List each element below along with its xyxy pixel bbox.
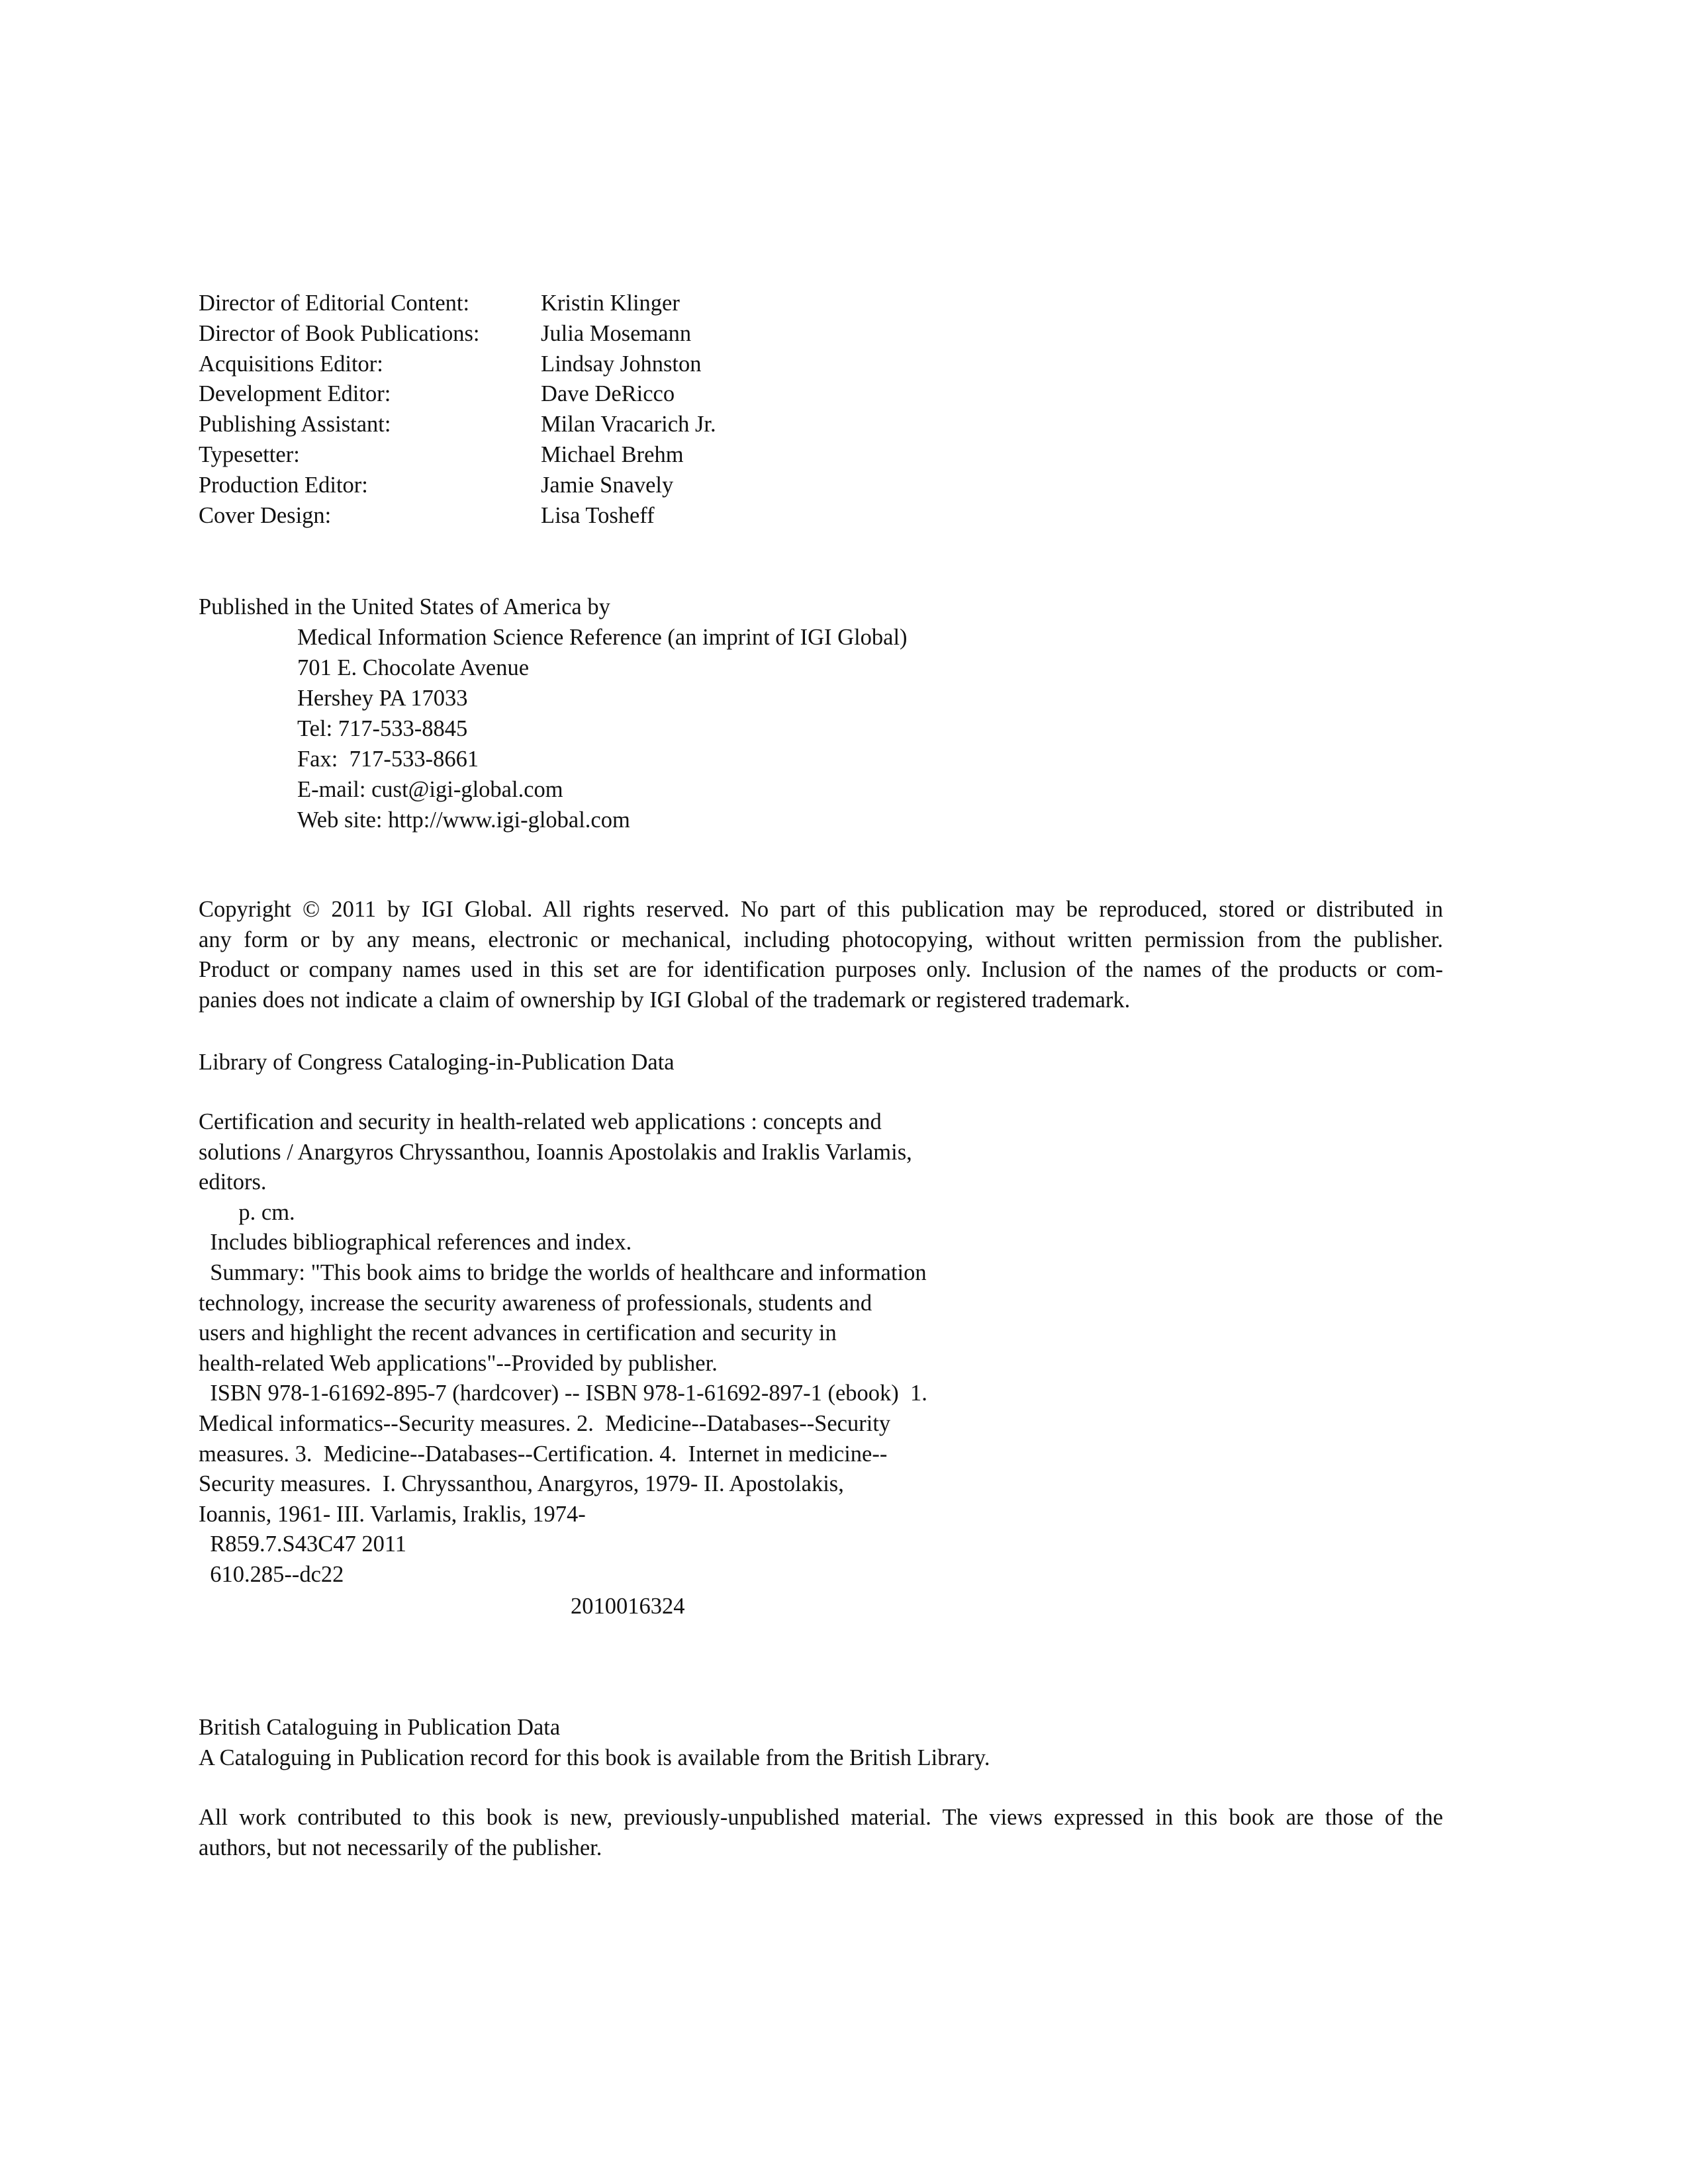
credit-name: Julia Mosemann <box>541 320 692 346</box>
publisher-fax: Fax: 717-533-8661 <box>297 747 479 772</box>
credit-name: Jamie Snavely <box>541 472 674 498</box>
credit-role: Acquisitions Editor: <box>199 351 383 377</box>
publisher-website: Web site: http://www.igi-global.com <box>297 807 630 833</box>
british-heading: British Cataloguing in Publication Data <box>199 1715 561 1740</box>
credit-role: Director of Editorial Content: <box>199 291 470 316</box>
loc-line: health-related Web applications"--Provided by publisher. <box>199 1350 718 1376</box>
disclaimer-line: authors, but not necessarily of the publisher. <box>199 1835 602 1860</box>
loc-line: measures. 3. Medicine--Databases--Certification. 4. Internet in medicine-- <box>199 1441 888 1467</box>
publisher-block <box>199 592 908 835</box>
british-block <box>199 1712 990 1773</box>
loc-control-number: 2010016324 <box>571 1594 685 1619</box>
publisher-email: E-mail: cust@igi-global.com <box>297 777 563 802</box>
loc-line: Medical informatics--Security measures. 2. Medicine--Databases--Security <box>199 1410 891 1436</box>
credit-role: Development Editor: <box>199 381 391 407</box>
disclaimer-line: All work contributed to this book is new, previously-unpublished material. The views expressed in this book are those of the <box>199 1805 1443 1830</box>
loc-heading: Library of Congress Cataloging-in-Publication Data <box>199 1050 675 1075</box>
disclaimer-paragraph <box>199 1803 1443 1863</box>
loc-line: R859.7.S43C47 2011 <box>199 1531 407 1557</box>
loc-line: Security measures. I. Chryssanthou, Anargyros, 1979- II. Apostolakis, <box>199 1471 844 1497</box>
loc-block <box>199 1047 675 1077</box>
british-line: A Cataloguing in Publication record for this book is available from the British Library. <box>199 1745 990 1770</box>
loc-line: Summary: "This book aims to bridge the worlds of healthcare and information <box>199 1259 927 1285</box>
copyright-line: panies does not indicate a claim of ownership by IGI Global of the trademark or registered trademark. <box>199 987 1131 1013</box>
publisher-tel: Tel: 717-533-8845 <box>297 716 468 741</box>
loc-record <box>199 1107 927 1590</box>
credit-name: Michael Brehm <box>541 441 684 467</box>
publisher-intro: Published in the United States of America by <box>199 594 610 619</box>
publisher-street: 701 E. Chocolate Avenue <box>297 655 530 680</box>
copyright-line: Copyright © 2011 by IGI Global. All rights reserved. No part of this publication may be reproduced, stored or distributed in <box>199 897 1443 922</box>
copyright-paragraph <box>199 895 1443 1016</box>
loc-line: 610.285--dc22 <box>199 1561 344 1587</box>
loc-line: Certification and security in health-related web applications : concepts and <box>199 1109 882 1134</box>
credit-role: Publishing Assistant: <box>199 412 391 437</box>
loc-line: editors. <box>199 1169 267 1195</box>
credit-name: Milan Vracarich Jr. <box>541 412 716 437</box>
credit-role: Typesetter: <box>199 441 300 467</box>
copyright-line: any form or by any means, electronic or mechanical, including photocopying, without written permission from the publisher. <box>199 927 1443 952</box>
loc-line: users and highlight the recent advances in certification and security in <box>199 1320 837 1346</box>
loc-line: technology, increase the security awareness of professionals, students and <box>199 1290 872 1316</box>
credit-name: Lisa Tosheff <box>541 502 655 528</box>
publisher-city: Hershey PA 17033 <box>297 686 468 711</box>
credit-name: Lindsay Johnston <box>541 351 702 377</box>
credit-role: Director of Book Publications: <box>199 320 480 346</box>
credit-role: Cover Design: <box>199 502 332 528</box>
credit-name: Kristin Klinger <box>541 291 680 316</box>
loc-line: Ioannis, 1961- III. Varlamis, Iraklis, 1974- <box>199 1501 586 1527</box>
copyright-line: Product or company names used in this set are for identification purposes only. Inclusion of the names of the products or com- <box>199 957 1443 983</box>
loc-line: ISBN 978-1-61692-895-7 (hardcover) -- ISBN 978-1-61692-897-1 (ebook) 1. <box>199 1381 927 1406</box>
loc-line: p. cm. <box>199 1199 295 1225</box>
loc-line: solutions / Anargyros Chryssanthou, Ioannis Apostolakis and Iraklis Varlamis, <box>199 1139 912 1165</box>
loc-line: Includes bibliographical references and index. <box>199 1230 632 1255</box>
credit-name: Dave DeRicco <box>541 381 675 407</box>
credit-role: Production Editor: <box>199 472 368 498</box>
publisher-name: Medical Information Science Reference (an imprint of IGI Global) <box>297 625 908 650</box>
